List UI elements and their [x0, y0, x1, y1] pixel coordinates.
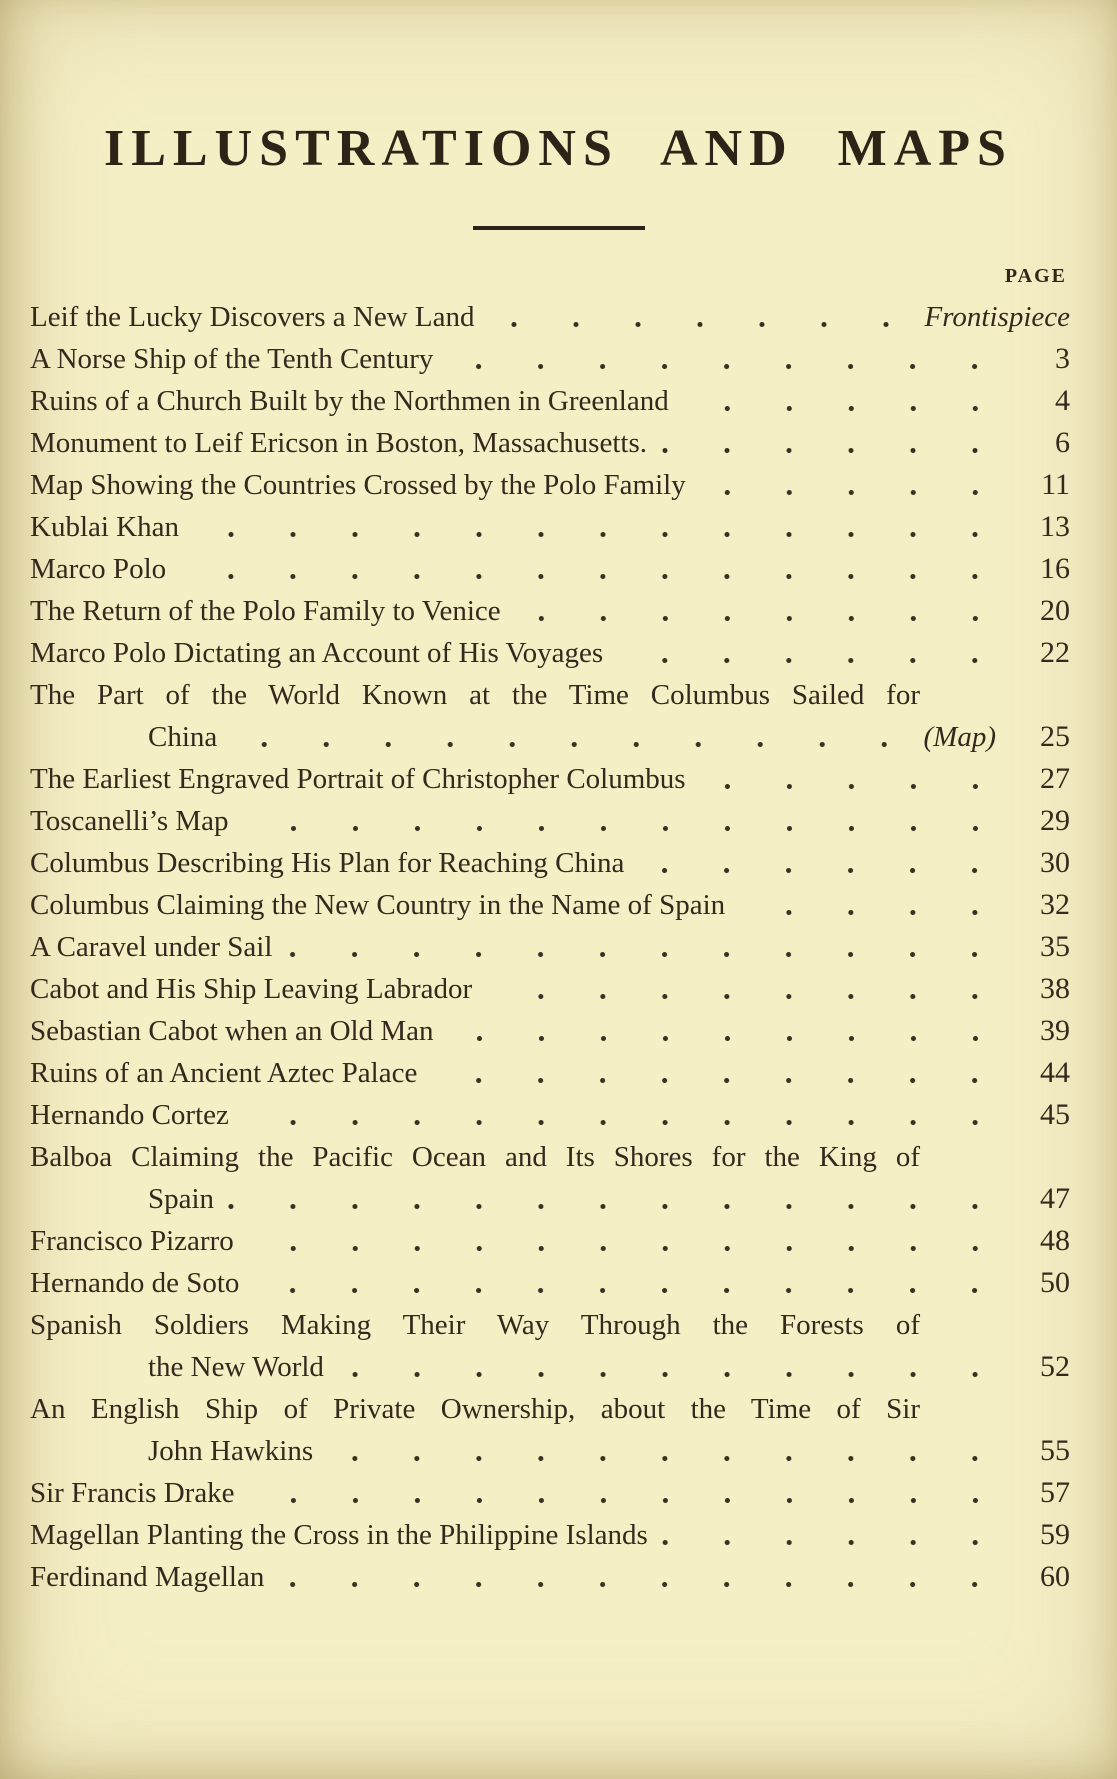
entry-row-line — [30, 464, 1070, 506]
dot-leader — [700, 758, 1008, 800]
dot-leader — [338, 1346, 1008, 1388]
entry-title: Sebastian Cabot when an Old Man — [30, 1015, 434, 1047]
dot-leader — [253, 1262, 1008, 1304]
entry-title: The Part of the World Known at the Time Columbus Sailed for — [30, 679, 920, 711]
entry-row-line — [30, 800, 1070, 842]
entry-page-number: 38 — [1040, 972, 1070, 1005]
dot-leader — [243, 800, 1008, 842]
list-item — [30, 1010, 1070, 1052]
entry-title: An English Ship of Private Ownership, about the Time of Sir — [30, 1393, 920, 1425]
entry-title: Columbus Claiming the New Country in the Name of Spain — [30, 889, 726, 921]
dot-leader — [249, 1472, 1008, 1514]
entry-page-number: 32 — [1040, 888, 1070, 921]
list-item — [30, 1472, 1070, 1514]
entry-row-line — [30, 1556, 1070, 1598]
dot-leader — [617, 632, 1008, 674]
page-column-label: PAGE — [1004, 265, 1067, 287]
entry-title: Ferdinand Magellan — [30, 1561, 265, 1593]
entry-row-line — [30, 506, 1070, 548]
dot-leader — [638, 842, 1008, 884]
entry-row-line — [30, 884, 1070, 926]
entry-row-line — [30, 1178, 1070, 1220]
entry-title: Monument to Leif Ericson in Boston, Massachusetts. — [30, 427, 647, 459]
entry-title: Hernando Cortez — [30, 1099, 229, 1131]
entry-title: Cabot and His Ship Leaving Labrador — [30, 973, 473, 1005]
entry-page-number: 30 — [1040, 846, 1070, 879]
dot-leader — [448, 1010, 1008, 1052]
list-item — [30, 338, 1070, 380]
entry-page-number: 48 — [1040, 1224, 1070, 1257]
entry-title: Ruins of an Ancient Aztec Palace — [30, 1057, 418, 1089]
entry-page-number: 60 — [1040, 1560, 1070, 1593]
entry-row-line — [30, 1472, 1070, 1514]
entry-title: A Norse Ship of the Tenth Century — [30, 343, 434, 375]
entry-row-line — [30, 1220, 1070, 1262]
entry-title: Toscanelli’s Map — [30, 805, 229, 837]
entry-page-number: 50 — [1040, 1266, 1070, 1299]
list-item — [30, 1304, 1070, 1388]
entry-row-line — [30, 968, 1070, 1010]
entry-continuation: John Hawkins — [148, 1435, 314, 1467]
entry-continuation: the New World — [148, 1351, 324, 1383]
entry-page-number: 44 — [1040, 1056, 1070, 1089]
dot-leader — [700, 464, 1008, 506]
entry-row-line — [30, 1514, 1070, 1556]
entry-row-line — [30, 1052, 1070, 1094]
entry-page-number: 55 — [1040, 1434, 1070, 1467]
entry-row-line — [30, 338, 1070, 380]
list-item — [30, 926, 1070, 968]
dot-leader — [243, 1094, 1008, 1136]
entry-page-number: 29 — [1040, 804, 1070, 837]
entry-page-number: 27 — [1040, 762, 1070, 795]
entry-page-number: 35 — [1040, 930, 1070, 963]
dot-leader — [683, 380, 1008, 422]
entry-row-line — [30, 926, 1070, 968]
entry-page-number: 25 — [1040, 720, 1070, 753]
dot-leader — [327, 1430, 1008, 1472]
entry-page-number: 47 — [1040, 1182, 1070, 1215]
list-item — [30, 506, 1070, 548]
dot-leader — [486, 968, 1008, 1010]
entry-title: Balboa Claiming the Pacific Ocean and Its Shores for the King of — [30, 1141, 920, 1173]
entry-page-number: 22 — [1040, 636, 1070, 669]
entry-title: Map Showing the Countries Crossed by the Polo Family — [30, 469, 686, 501]
entry-title: Magellan Planting the Cross in the Philippine Islands — [30, 1519, 648, 1551]
entry-page-number: 39 — [1040, 1014, 1070, 1047]
list-item — [30, 1052, 1070, 1094]
entry-page-number: Frontispiece — [924, 301, 1070, 333]
entry-row-line — [30, 758, 1070, 800]
entry-row-line — [30, 1262, 1070, 1304]
entry-row-line — [30, 716, 1070, 758]
dot-leader — [662, 1514, 1008, 1556]
entry-title: The Earliest Engraved Portrait of Christopher Columbus — [30, 763, 686, 795]
list-item — [30, 464, 1070, 506]
dot-leader — [447, 338, 1008, 380]
list-item — [30, 1136, 1070, 1220]
entry-row-line — [30, 590, 1070, 632]
dot-leader — [286, 926, 1008, 968]
entry-page-number: 52 — [1040, 1350, 1070, 1383]
list-item — [30, 842, 1070, 884]
entry-title: Hernando de Soto — [30, 1267, 240, 1299]
list-item — [30, 1094, 1070, 1136]
entry-title: Kublai Khan — [30, 511, 179, 543]
entry-page-number: 59 — [1040, 1518, 1070, 1551]
list-item — [30, 1262, 1070, 1304]
entry-row-line — [30, 422, 1070, 464]
list-item — [30, 1388, 1070, 1472]
entry-map-note: (Map) — [923, 721, 996, 753]
entry-title: Marco Polo Dictating an Account of His Voyages — [30, 637, 604, 669]
dot-leader — [489, 296, 919, 338]
title-divider — [473, 226, 645, 230]
entry-page-number: 6 — [1055, 426, 1070, 459]
entry-title: Francisco Pizarro — [30, 1225, 234, 1257]
entry-continuation: China — [148, 721, 218, 753]
page-title: ILLUSTRATIONS AND MAPS — [104, 120, 1013, 177]
entry-page-number: 20 — [1040, 594, 1070, 627]
entry-title: Sir Francis Drake — [30, 1477, 235, 1509]
entry-title: Columbus Describing His Plan for Reaching China — [30, 847, 625, 879]
illustrations-list — [0, 296, 1117, 1598]
entry-page-number: 13 — [1040, 510, 1070, 543]
entry-title: Marco Polo — [30, 553, 167, 585]
entry-page-number: 45 — [1040, 1098, 1070, 1131]
dot-leader — [193, 506, 1008, 548]
entry-title: Ruins of a Church Built by the Northmen in Greenland — [30, 385, 669, 417]
entry-title: Spanish Soldiers Making Their Way Through the Forests of — [30, 1309, 920, 1341]
list-item — [30, 758, 1070, 800]
list-item — [30, 548, 1070, 590]
entry-row-line — [30, 1010, 1070, 1052]
list-item — [30, 1514, 1070, 1556]
entry-row-line — [30, 1094, 1070, 1136]
entry-row-line — [30, 548, 1070, 590]
list-item — [30, 1556, 1070, 1598]
entry-row-line — [30, 1430, 1070, 1472]
entry-row-line — [30, 842, 1070, 884]
list-item — [30, 674, 1070, 758]
list-item — [30, 422, 1070, 464]
list-item — [30, 590, 1070, 632]
list-item — [30, 632, 1070, 674]
list-item — [30, 884, 1070, 926]
entry-page-number: 11 — [1041, 468, 1070, 501]
dot-leader — [228, 1178, 1008, 1220]
dot-leader — [180, 548, 1008, 590]
dot-leader — [248, 1220, 1008, 1262]
entry-title: The Return of the Polo Family to Venice — [30, 595, 501, 627]
dot-leader — [431, 1052, 1008, 1094]
entry-row-line — [30, 380, 1070, 422]
dot-leader — [278, 1556, 1008, 1598]
entry-title: A Caravel under Sail — [30, 931, 273, 963]
list-item — [30, 296, 1070, 338]
entry-row-line — [30, 632, 1070, 674]
list-item — [30, 380, 1070, 422]
dot-leader — [661, 422, 1008, 464]
entry-row-line — [30, 1346, 1070, 1388]
entry-continuation: Spain — [148, 1183, 215, 1215]
entry-page-number: 4 — [1055, 384, 1070, 417]
dot-leader — [515, 590, 1008, 632]
list-item — [30, 800, 1070, 842]
dot-leader — [231, 716, 917, 758]
list-item — [30, 1220, 1070, 1262]
entry-row-line — [30, 296, 1070, 338]
dot-leader — [739, 884, 1008, 926]
entry-title: Leif the Lucky Discovers a New Land — [30, 301, 475, 333]
entry-page-number: 3 — [1055, 342, 1070, 375]
entry-page-number: 16 — [1040, 552, 1070, 585]
list-item — [30, 968, 1070, 1010]
entry-page-number: 57 — [1040, 1476, 1070, 1509]
